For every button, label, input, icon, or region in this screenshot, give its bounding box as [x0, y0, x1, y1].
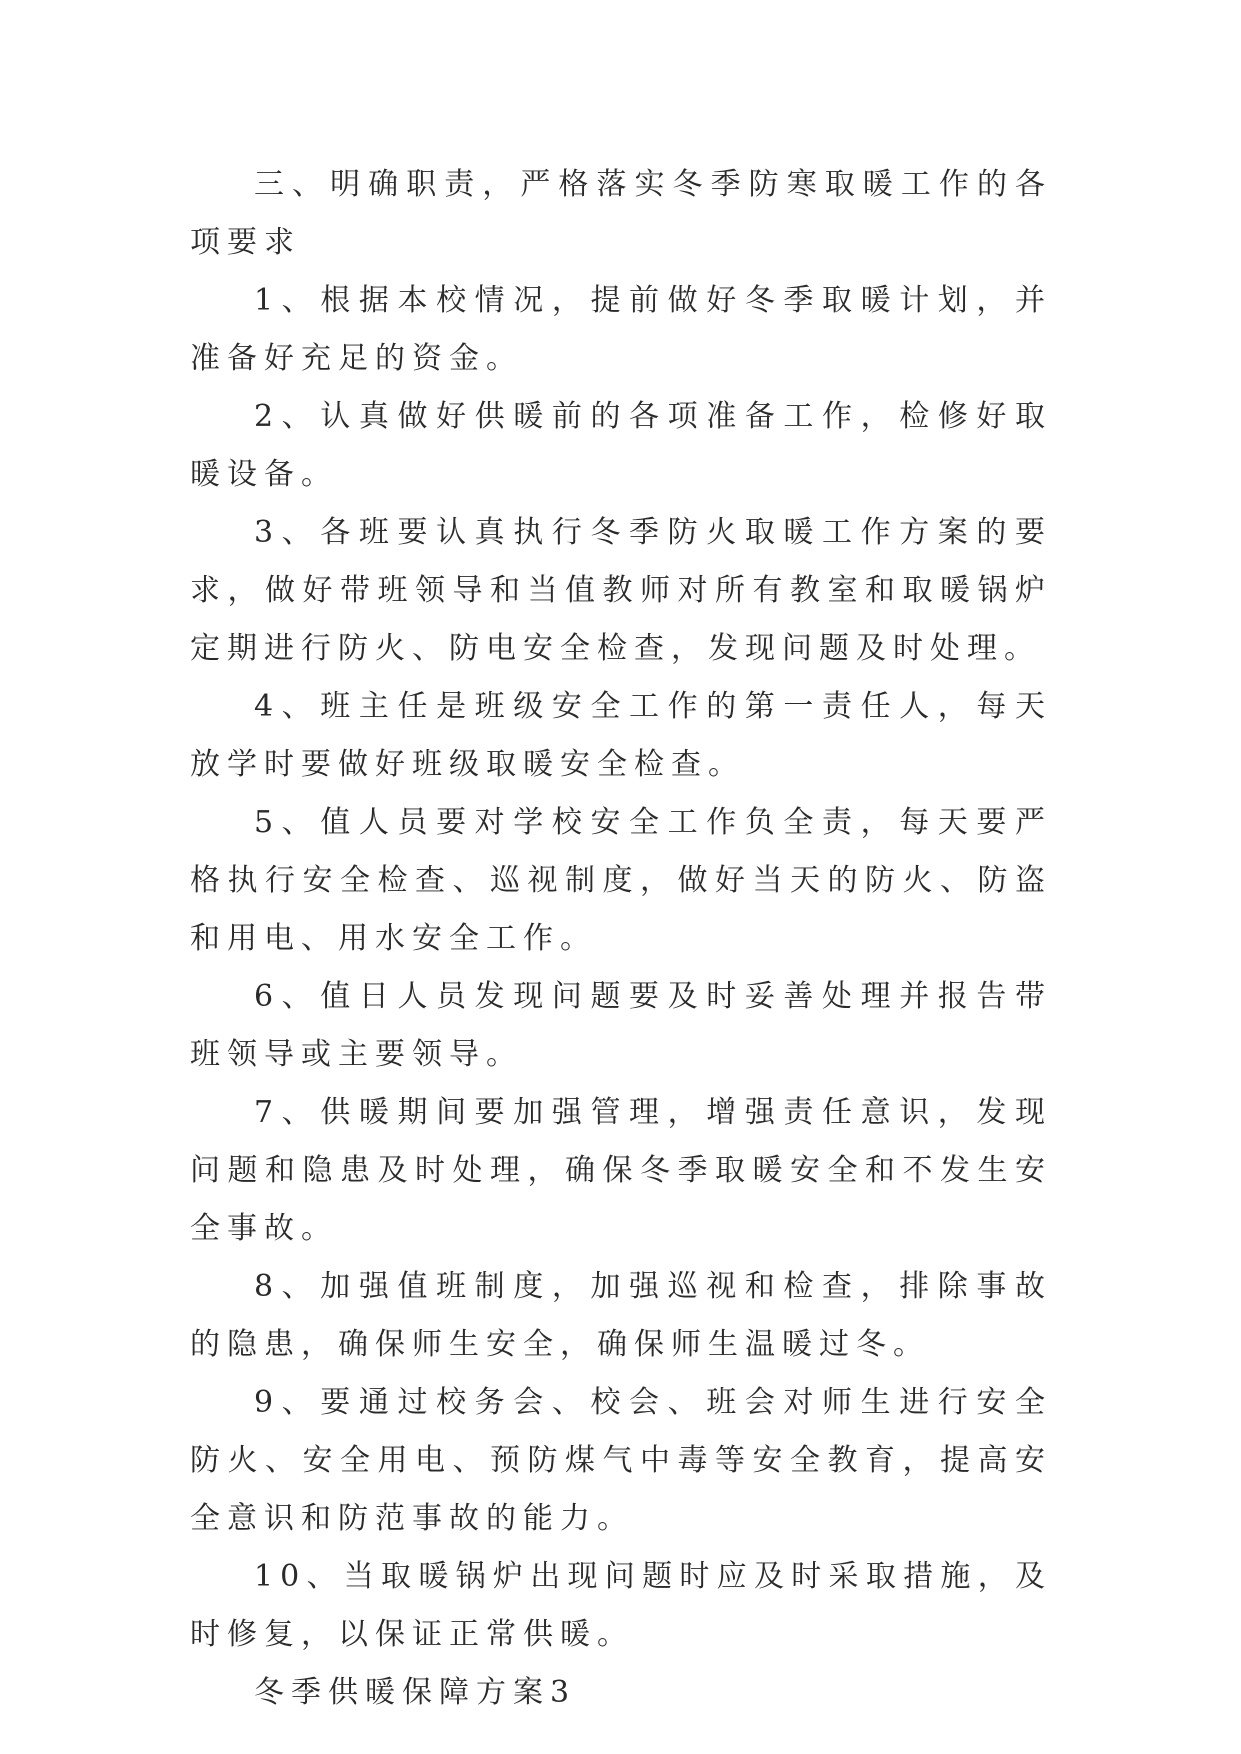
list-item: 3、各班要认真执行冬季防火取暖工作方案的要求，做好带班领导和当值教师对所有教室和取暖锅炉定期进行防火、防电安全检查，发现问题及时处理。 — [190, 515, 1052, 666]
list-item: 7、供暖期间要加强管理，增强责任意识，发现问题和隐患及时处理，确保冬季取暖安全和不发生安全事故。 — [190, 1095, 1052, 1246]
list-item: 8、加强值班制度，加强巡视和检查，排除事故的隐患，确保师生安全，确保师生温暖过冬。 — [190, 1269, 1052, 1362]
section-heading: 三、明确职责，严格落实冬季防寒取暖工作的各项要求 — [190, 167, 1052, 260]
document-body — [190, 156, 1052, 1722]
list-item: 4、班主任是班级安全工作的第一责任人，每天放学时要做好班级取暖安全检查。 — [190, 689, 1052, 782]
list-item: 10、当取暖锅炉出现问题时应及时采取措施，及时修复，以保证正常供暖。 — [190, 1559, 1052, 1652]
list-item: 1、根据本校情况，提前做好冬季取暖计划，并准备好充足的资金。 — [190, 283, 1052, 376]
list-item: 6、值日人员发现问题要及时妥善处理并报告带班领导或主要领导。 — [190, 979, 1052, 1072]
list-item: 5、值人员要对学校安全工作负全责，每天要严格执行安全检查、巡视制度，做好当天的防火、防盗和用电、用水安全工作。 — [190, 805, 1052, 956]
next-section-title: 冬季供暖保障方案3 — [254, 1675, 577, 1710]
list-item: 9、要通过校务会、校会、班会对师生进行安全防火、安全用电、预防煤气中毒等安全教育，提高安全意识和防范事故的能力。 — [190, 1385, 1052, 1536]
list-item: 2、认真做好供暖前的各项准备工作，检修好取暖设备。 — [190, 399, 1052, 492]
